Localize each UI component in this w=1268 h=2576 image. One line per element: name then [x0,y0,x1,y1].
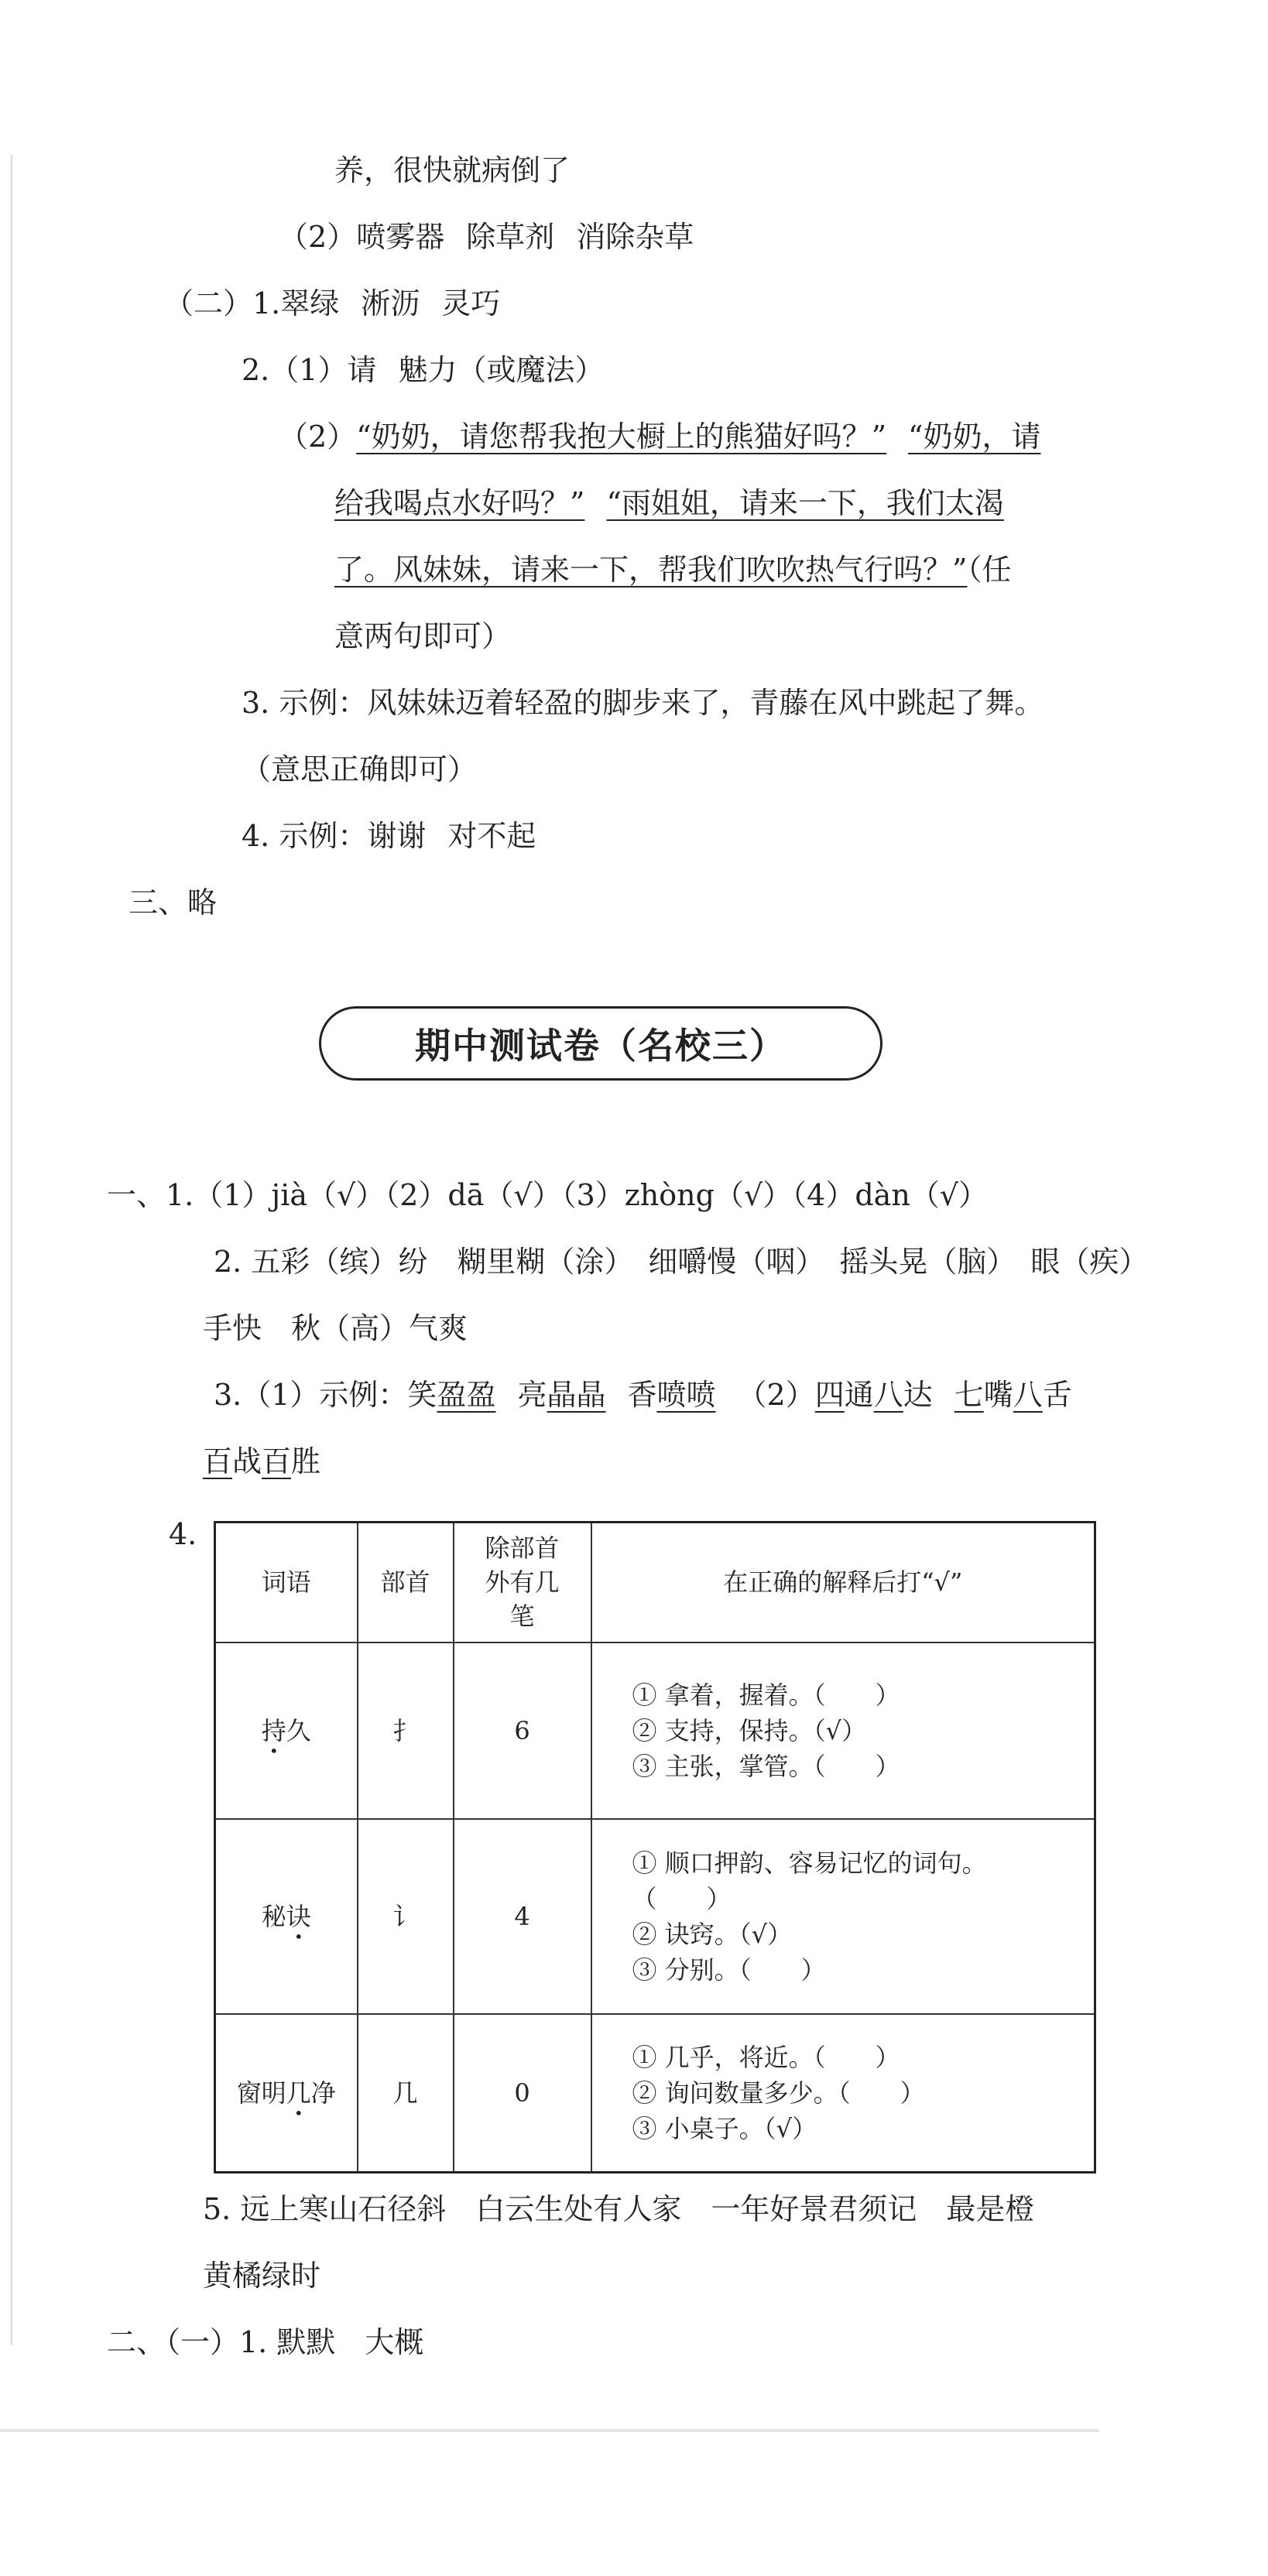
dotted-char: 持 [261,1715,286,1745]
option: ① 顺口押韵、容易记忆的词句。 [632,1848,987,1878]
radical-cell: 几 [358,2014,454,2173]
column-header: 除部首外有几笔 [454,1523,591,1643]
exam-title: 期中测试卷（名校三） [319,1006,882,1081]
underlined-word: 百 [203,1444,233,1478]
answer-line [279,218,694,255]
page-edge [11,155,12,2345]
answer-word: 谢谢 [367,819,427,853]
strokes-cell: 0 [454,2014,591,2173]
underlined-word: 八 [1013,1378,1043,1412]
answer-word: 喷雾器 [356,220,445,254]
word-cell: 窗明几净 [215,2014,358,2173]
answer-word: 对不起 [447,819,536,853]
option: ③ 分别。（ ） [632,1954,826,1985]
item-number: 3.（1）示例：笑 [214,1378,437,1412]
underlined-word: 百 [262,1444,292,1478]
strokes-cell: 4 [454,1819,591,2014]
item-number: 4. [169,1517,197,1551]
text-line: 5. 远上寒山石径斜 白云生处有人家 一年好景君须记 最是橙 [203,2192,1035,2226]
strokes-cell: 6 [454,1643,591,1819]
answer-word: 亮 [517,1378,547,1412]
item-number: 2.（1） [242,353,348,387]
answer-line [334,551,1011,588]
answer-word: 达 [903,1378,933,1412]
answer-line [242,817,536,855]
word-cell: 秘诀 [215,1819,358,2014]
option: ③ 主张，掌管。（ ） [632,1751,900,1781]
option: ② 询问数量多少。（ ） [632,2078,925,2108]
item-number: （2） [279,420,357,454]
table-header-row [215,1523,1095,1643]
section-number: （二）1. [164,286,281,320]
answer-line [279,418,1040,455]
section-heading: 二、（一）1. 默默 大概 [107,2325,424,2359]
text-line: 2. 五彩（缤）纷 糊里糊（涂） 细嚼慢（咽） 摇头晃（脑） 眼（疾） [214,1245,1149,1279]
answer-word: 消除杂草 [576,220,694,254]
underlined-word: 八 [873,1378,903,1412]
underlined-word: 喷喷 [656,1378,716,1412]
answer-word: 除草剂 [466,220,555,254]
underlined-word: 四 [814,1378,845,1412]
section-heading: 三、略 [129,886,218,920]
answer-line [334,485,1004,522]
item-number: （2） [737,1378,815,1412]
vocabulary-table [214,1521,1096,2174]
option: ② 诀窍。（√） [632,1919,793,1949]
text-line: 养，很快就病倒了 [334,153,571,187]
item-number: （2） [279,220,357,254]
page-divider [0,2429,1099,2432]
dotted-char: 诀 [286,1901,311,1931]
answer-word: 舌 [1042,1378,1072,1412]
underlined-word: 晶晶 [547,1378,606,1412]
text-line: 意两句即可） [334,619,512,653]
option: ③ 小桌子。（√） [632,2113,817,2143]
answer-word: 魅力（或魔法） [398,353,605,387]
text-line: （意思正确即可） [242,752,478,786]
dotted-char: 几 [286,2078,311,2108]
answer-word: 淅沥 [361,286,420,320]
underlined-sentence: 给我喝点水好吗？” [334,486,585,520]
underlined-word: 盈盈 [437,1378,496,1412]
answer-word: 香 [627,1378,657,1412]
options-cell [591,1819,1095,2014]
answer-line [214,1376,1072,1413]
word-cell: 持久 [215,1643,358,1819]
option: （ ） [632,1883,732,1913]
column-header: 在正确的解释后打“√” [591,1523,1095,1643]
text-line: 3. 示例：风妹妹迈着轻盈的脚步来了，青藤在风中跳起了舞。 [242,686,1044,720]
answer-line [164,285,500,322]
item-number: 4. 示例： [242,819,368,853]
underlined-sentence: “雨姐姐，请来一下，我们太渴 [606,486,1004,520]
column-header: 部首 [358,1523,454,1643]
text-line: 手快 秋（高）气爽 [203,1311,468,1345]
note: （任 [967,553,1012,587]
underlined-sentence: 了。风妹妹，请来一下，帮我们吹吹热气行吗？” [334,553,968,587]
radical-cell: 讠 [358,1819,454,2014]
options-cell [591,1643,1095,1819]
table-row [215,1819,1095,2014]
underlined-word: 七 [954,1378,984,1412]
column-header: 词语 [215,1523,358,1643]
answer-word: 战 [232,1444,262,1478]
answer-word: 灵巧 [441,286,501,320]
text-line: 黄橘绿时 [203,2259,321,2293]
table-row [215,2014,1095,2173]
radical-cell: 扌 [358,1643,454,1819]
underlined-sentence: “奶奶，请 [908,420,1041,454]
answer-word: 请 [347,353,377,387]
option: ① 几乎，将近。（ ） [632,2042,900,2072]
answer-word: 翠绿 [280,286,340,320]
answer-line [203,1443,320,1480]
option: ① 拿着，握着。（ ） [632,1680,900,1710]
option: ② 支持，保持。（√） [632,1715,867,1745]
answer-word: 胜 [291,1444,321,1478]
answer-word: 通 [844,1378,874,1412]
underlined-sentence: “奶奶，请您帮我抱大橱上的熊猫好吗？” [356,420,887,454]
options-cell [591,2014,1095,2173]
text-line: 一、1.（1）jià（√）（2）dā（√）（3）zhòng（√）（4）dàn（√） [107,1178,989,1212]
answer-line [242,351,604,389]
answer-word: 嘴 [983,1378,1013,1412]
table-row [215,1643,1095,1819]
